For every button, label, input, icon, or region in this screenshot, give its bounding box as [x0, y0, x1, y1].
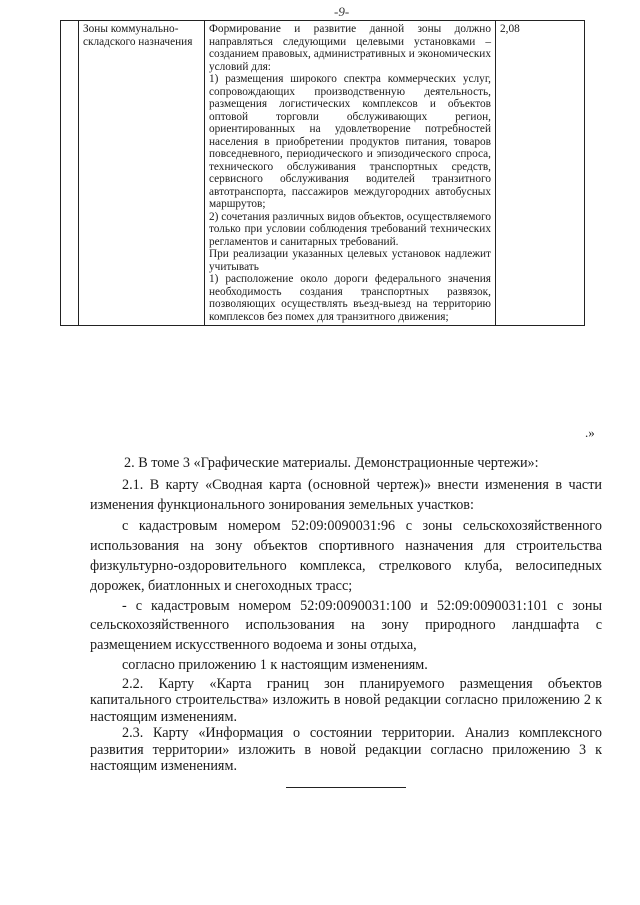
item-2-2-paragraph: 2.2. Карту «Карта границ зон планируемого размещения объектов капитального строительства» изложить в новой редакции согласно приложению 2 к настоящим изменениям. — [90, 675, 602, 725]
cadastral-paragraph-1: с кадастровым номером 52:09:0090031:96 с зоны сельскохозяйственного использования на зону объектов спортивного назначения для строительства физкультурно-оздоровительного комплекса, стрелкового клуба, велосипедных дорожек, биатлонных и снегоходных трасс; — [90, 518, 602, 594]
closing-quote: .» — [585, 425, 595, 440]
description-paragraph: При реализации указанных целевых установок надлежит учитывать — [209, 248, 491, 273]
zone-name-cell: Зоны коммунально-складского назначения — [79, 21, 205, 326]
section-heading: 2. В томе 3 «Графические материалы. Демонстрационные чертежи»: — [124, 455, 539, 471]
table-row — [61, 21, 585, 326]
description-paragraph: Формирование и развитие данной зоны должно направляться следующими целевыми установками – созданием правовых, административных и экономических условий для: — [209, 23, 491, 73]
item-2-3-paragraph: 2.3. Карту «Информация о состоянии территории. Анализ комплексного развития территории» изложить в новой редакции согласно приложению 3 к настоящим изменениям. — [90, 725, 602, 775]
zone-description-cell — [205, 21, 496, 326]
document-body — [90, 454, 602, 788]
row-number-cell — [61, 21, 79, 326]
description-paragraph: 1) размещения широкого спектра коммерческих услуг, сопровождающих производственную деятельность, размещения логистических комплексов и объектов оптовой торговли обслуживающих регион, ориентированных на удовлетворение потребностей населения в приобретении продуктов питания, товаров повседневного, периодического и эпизодического спроса, технического обслуживания транспортных средств, сервисного обслуживания водителей транзитного автотранспорта, пассажиров междугородних автобусных маршрутов; — [209, 73, 491, 210]
cadastral-paragraph-2: - с кадастровым номером 52:09:0090031:100 и 52:09:0090031:101 с зоны сельскохозяйственного использования на зону природного ландшафта с размещением искусственного водоема и зоны отдыха, — [90, 597, 602, 654]
zone-table — [60, 20, 585, 326]
appendix-1-paragraph: согласно приложению 1 к настоящим изменениям. — [122, 656, 428, 673]
item-2-1-paragraph: 2.1. В карту «Сводная карта (основной чертеж)» внести изменения в части изменения функционального зонирования земельных участков: — [90, 476, 602, 513]
zone-area-cell: 2,08 — [496, 21, 585, 326]
page-number: -9- — [334, 4, 350, 19]
description-paragraph: 1) расположение около дороги федерального значения необходимость создания транспортных развязок, позволяющих осуществлять въезд-выезд на территорию комплексов без помех для транзитного движения; — [209, 273, 491, 323]
description-paragraph: 2) сочетания различных видов объектов, осуществляемого только при условии соблюдения требований технических регламентов и санитарных требований. — [209, 210, 491, 248]
separator-line — [286, 787, 406, 788]
